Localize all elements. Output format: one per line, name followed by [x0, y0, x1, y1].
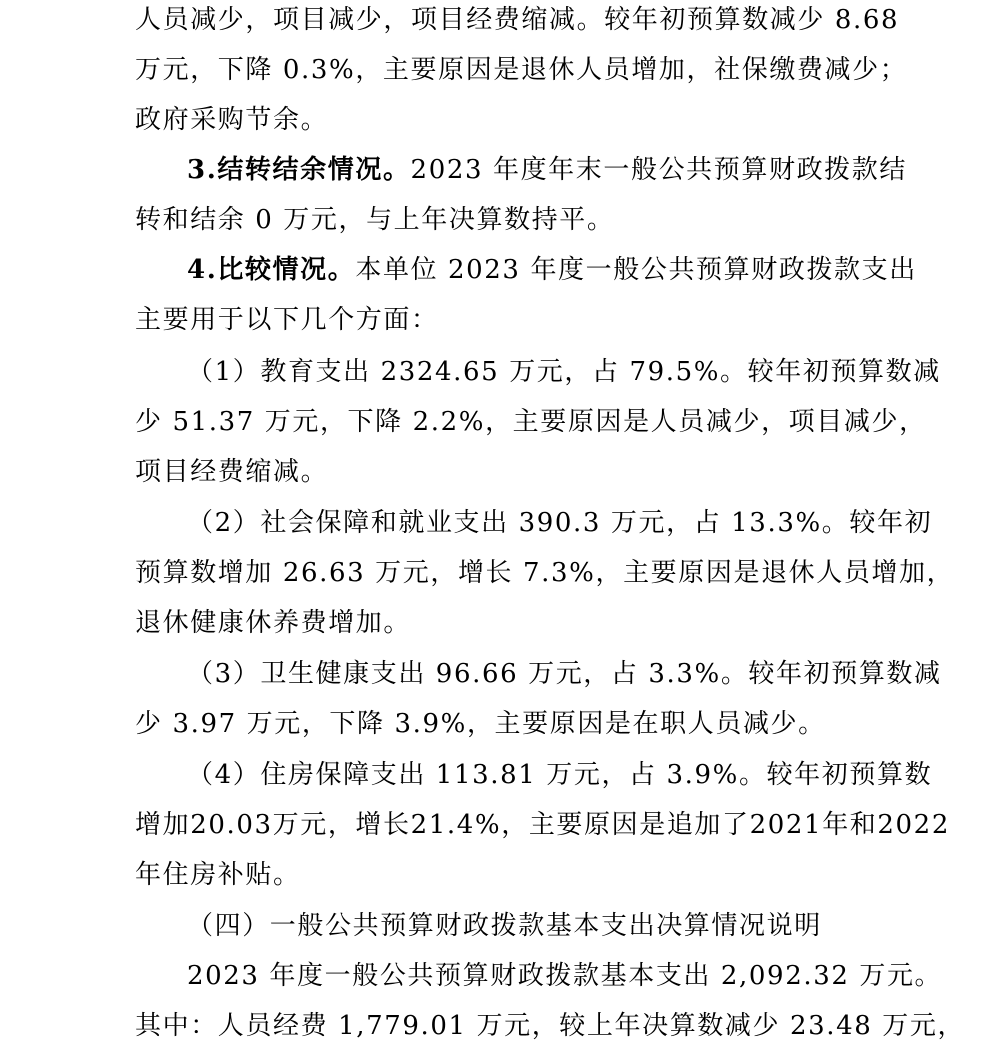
section-title: （四）一般公共预算财政拨款基本支出决算情况说明 — [187, 911, 822, 941]
text-line: 少 51.37 万元，下降 2.2%，主要原因是人员减少，项目减少， — [135, 407, 927, 437]
list-item-line: （4）住房保障支出 113.81 万元，占 3.9%。较年初预算数 — [187, 760, 933, 790]
text-line: 其中：人员经费 1,779.01 万元，较上年决算数减少 23.48 万元， — [135, 1011, 966, 1041]
text-line: 年住房补贴。 — [135, 860, 301, 890]
text-line: 万元，下降 0.3%，主要原因是退休人员增加，社保缴费减少； — [135, 55, 908, 85]
text-line: 2023 年度一般公共预算财政拨款基本支出 2,092.32 万元。 — [187, 961, 943, 991]
text-line: 增加20.03万元，增长21.4%，主要原因是追加了2021年和2022 — [135, 810, 950, 840]
list-item-line: （2）社会保障和就业支出 390.3 万元，占 13.3%。较年初 — [187, 508, 933, 538]
section-heading-line: 3.结转结余情况。2023 年度年末一般公共预算财政拨款结 — [187, 155, 907, 185]
text-line: 转和结余 0 万元，与上年决算数持平。 — [135, 205, 615, 235]
section-heading-line: 4.比较情况。本单位 2023 年度一般公共预算财政拨款支出 — [187, 255, 917, 285]
text-line: 预算数增加 26.63 万元，增长 7.3%，主要原因是退休人员增加， — [135, 558, 955, 588]
text-line: 退休健康休养费增加。 — [135, 608, 412, 638]
section-heading: 3.结转结余情况。 — [187, 155, 411, 185]
section-heading: 4.比较情况。 — [187, 255, 356, 285]
text-line: 主要用于以下几个方面： — [135, 305, 439, 335]
text-line: 人员减少，项目减少，项目经费缩减。较年初预算数减少 8.68 — [135, 5, 900, 35]
text-line: 项目经费缩减。 — [135, 457, 329, 487]
list-item-line: （1）教育支出 2324.65 万元，占 79.5%。较年初预算数减 — [187, 357, 941, 387]
text-line: 少 3.97 万元，下降 3.9%，主要原因是在职人员减少。 — [135, 709, 826, 739]
text-line: 政府采购节余。 — [135, 105, 329, 135]
list-item-line: （3）卫生健康支出 96.66 万元，占 3.3%。较年初预算数减 — [187, 659, 942, 689]
